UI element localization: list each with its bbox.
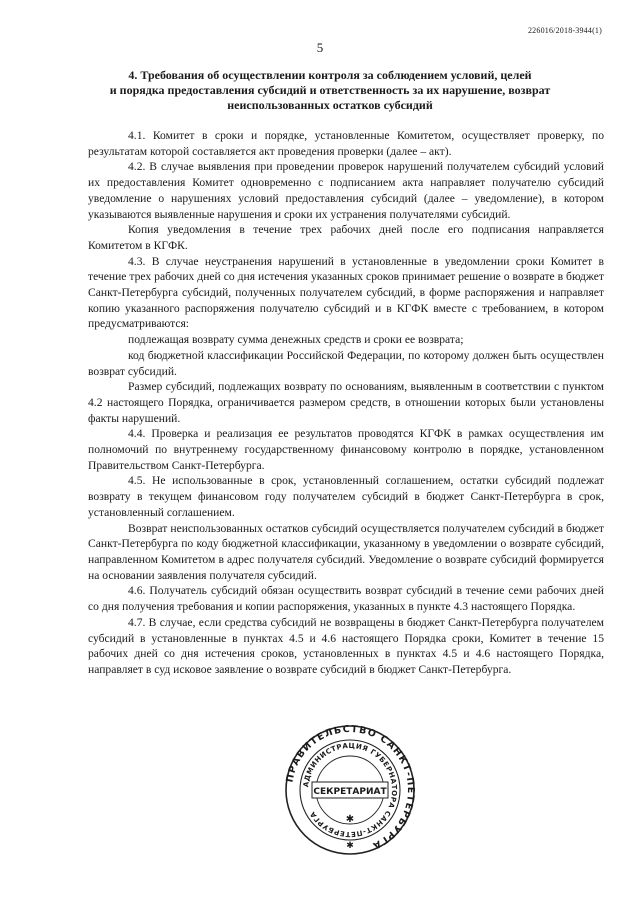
seal-center-text: СЕКРЕТАРИАТ — [313, 787, 387, 797]
document-body — [88, 128, 604, 678]
seal-star-bottom-icon: ✱ — [346, 841, 354, 851]
seal-star-icon: ✱ — [345, 814, 355, 825]
paragraph-4-4: 4.4. Проверка и реализация ее результатов проводятся КГФК в рамках осуществления им полномочий по внутреннему государственному финансовому контролю в порядке, установленном Правительством Санкт-Петербурга. — [88, 427, 604, 472]
seal-graphic — [284, 724, 416, 856]
paragraph-4-2: 4.2. В случае выявления при проведении проверок нарушений получателем субсидий условий их предоставления Комитет одновременно с подписанием акта направляет получателю субсидий уведомление о нарушениях условий предоставления субсидий (далее – уведомление), в котором указываются выявленные нарушения и сроки их устранения получателями субсидий. — [88, 160, 604, 221]
section-title-line-3: неиспользованных остатков субсидий — [227, 98, 433, 112]
paragraph-4-1: 4.1. Комитет в сроки и порядке, установленные Комитетом, осуществляет проверку, по результатам которой составляется акт проведения проверки (далее – акт). — [88, 129, 604, 158]
document-number: 226016/2018-3944(1) — [527, 26, 602, 35]
page-number: 5 — [316, 40, 324, 55]
paragraph-4-2-copy: Копия уведомления в течение трех рабочих дней после его подписания направляется Комитетом в КГФК. — [88, 223, 604, 252]
section-heading — [100, 68, 560, 113]
paragraph-4-3-amount: подлежащая возврату сумма денежных средств и сроки ее возврата; — [128, 333, 464, 347]
seal-inner-text: АДМИНИСТРАЦИЯ ГУБЕРНАТОРА САНКТ-ПЕТЕРБУРГА — [302, 741, 399, 839]
paragraph-4-3-code: код бюджетной классификации Российской Федерации, по которому должен быть осуществлен возврат субсидий. — [88, 348, 604, 378]
paragraph-4-3-size: Размер субсидий, подлежащих возврату по основаниям, выявленным в соответствии с пунктом 4.2 настоящего Порядка, ограничивается размером средств, в отношении которых были установлены факты нарушений. — [88, 380, 604, 425]
official-seal — [284, 724, 416, 856]
section-title-line-1: 4. Требования об осуществлении контроля за соблюдением условий, целей — [128, 68, 532, 82]
paragraph-4-7: 4.7. В случае, если средства субсидий не возвращены в бюджет Санкт-Петербурга получателем субсидий в установленные в пунктах 4.5 и 4.6 настоящего Порядка сроки, Комитет в течение 15 рабочих дней со дня истечения сроков, установленных в пунктах 4.5 и 4.6 настоящего Порядка, направляет в суд исковое заявление о возврате субсидий в бюджет Санкт-Петербурга. — [88, 615, 604, 676]
seal-outer-text: ПРАВИТЕЛЬСТВО САНКТ-ПЕТЕРБУРГА — [284, 724, 416, 852]
section-title-line-2: и порядка предоставления субсидий и ответственность за их нарушение, возврат — [109, 83, 551, 97]
paragraph-4-6: 4.6. Получатель субсидий обязан осуществить возврат субсидий в течение семи рабочих дней со дня получения требования и копии распоряжения, указанных в пункте 4.3 настоящего Порядка. — [88, 584, 604, 614]
paragraph-4-5: 4.5. Не использованные в срок, установленный соглашением, остатки субсидий подлежат возврату в текущем финансовом году получателем субсидий в бюджет Санкт-Петербурга в срок, установленный соглашением. — [88, 474, 604, 519]
paragraph-4-5-return: Возврат неиспользованных остатков субсидий осуществляется получателем субсидий в бюджет Санкт-Петербурга по коду бюджетной классификации, указанному в уведомлении о возврате субсидий, направленном Комитетом в адрес получателя субсидий. Уведомление о возврате субсидий формируется на основании заявления получателя субсидий. — [88, 521, 604, 582]
paragraph-4-3: 4.3. В случае неустранения нарушений в установленные в уведомлении сроки Комитет в течение трех рабочих дней со дня истечения указанных сроков принимает решение о возврате в бюджет Санкт-Петербурга субсидий, полученных получателем субсидий, в форме распоряжения и направляет копию указанного распоряжения получателю субсидий и в КГФК вместе с требованием, в котором предусматриваются: — [88, 254, 604, 331]
